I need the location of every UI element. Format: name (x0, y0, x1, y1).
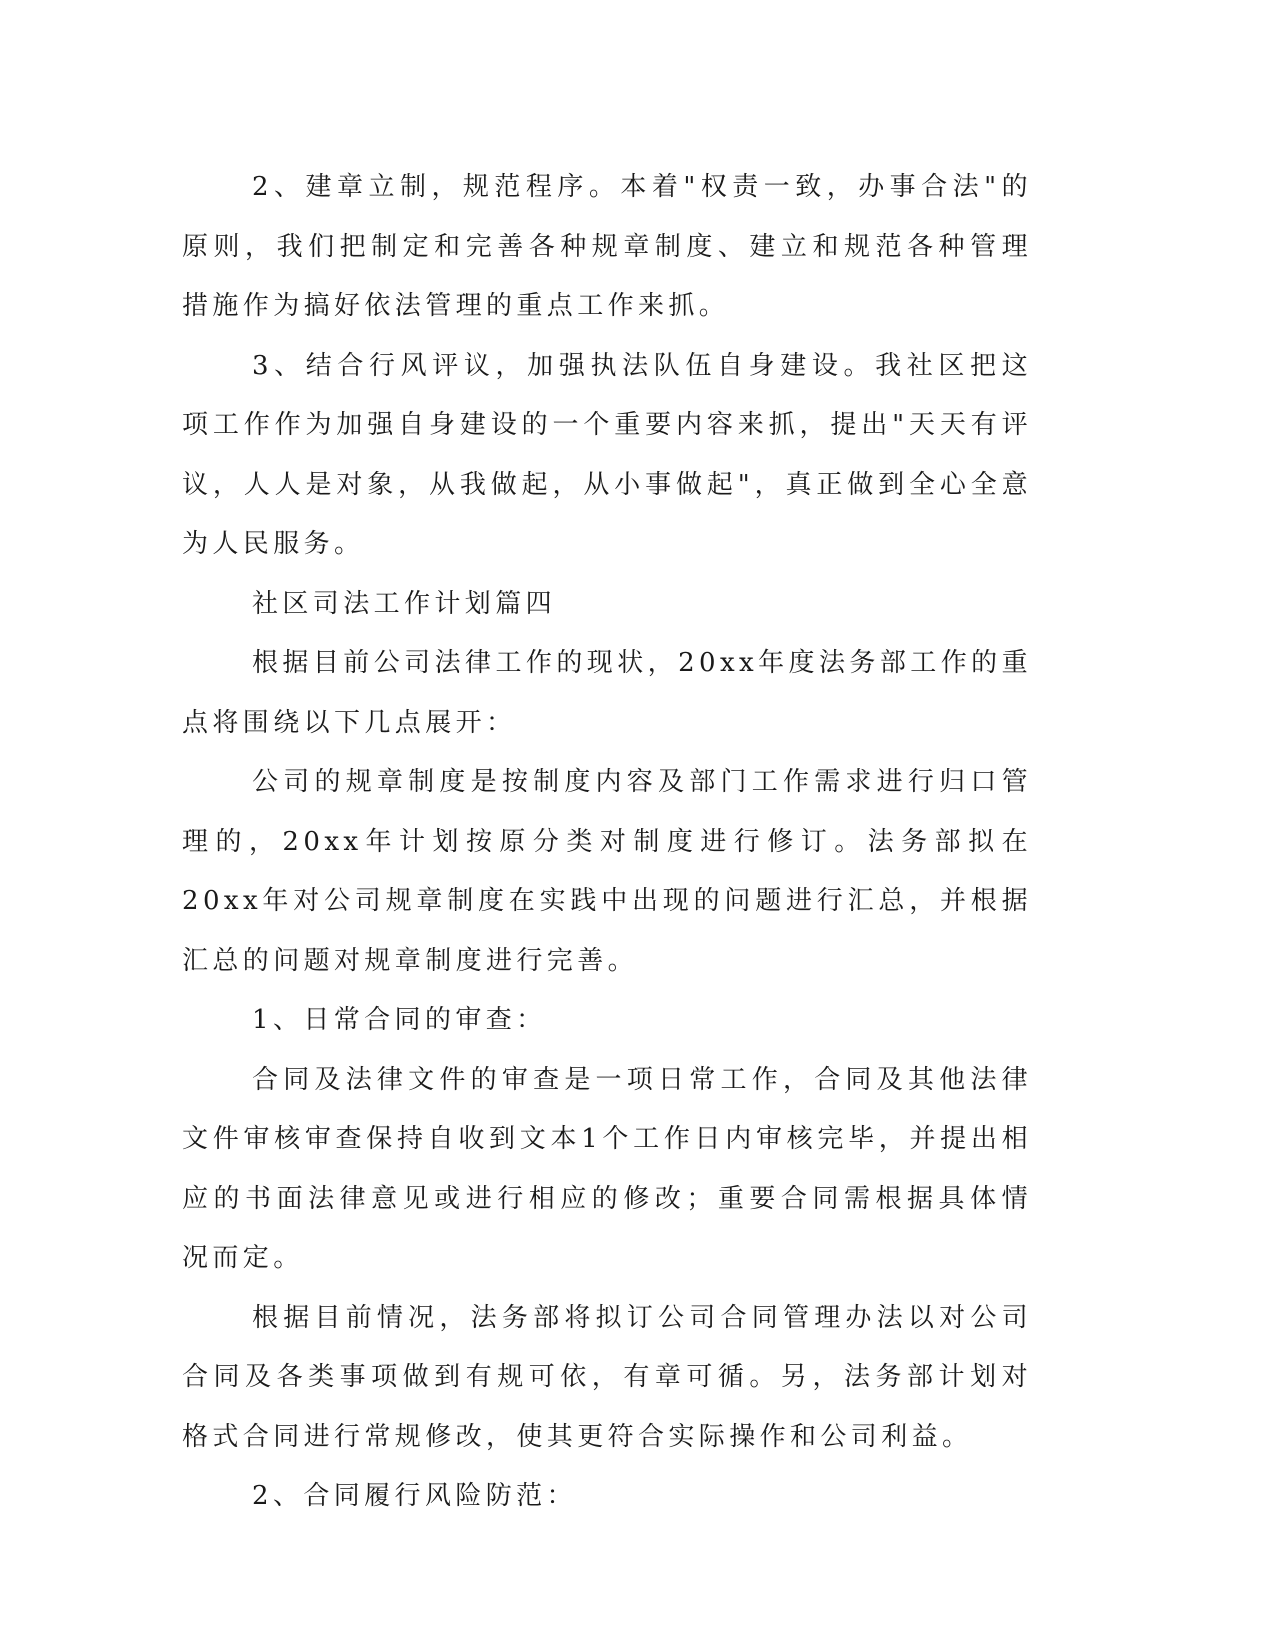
item-daily-contract-review: 1、日常合同的审查： (252, 1005, 547, 1035)
paragraph-rules-procedures: 2、建章立制，规范程序。本着"权责一致，办事合法"的原则，我们把制定和完善各种规章制度、建立和规范各种管理措施作为搞好依法管理的重点工作来抓。 (182, 172, 1032, 321)
paragraph-legal-work-status: 根据目前公司法律工作的现状，20xx年度法务部工作的重点将围绕以下几点展开： (182, 648, 1032, 738)
item-contract-risk-prevention: 2、合同履行风险防范： (252, 1481, 577, 1511)
document-body (182, 158, 1032, 1527)
paragraph-contract-review-process: 合同及法律文件的审查是一项日常工作，合同及其他法律文件审核审查保持自收到文本1个工作日内审核完毕，并提出相应的书面法律意见或进行相应的修改；重要合同需根据具体情况而定。 (182, 1064, 1032, 1273)
paragraph-company-regulations: 公司的规章制度是按制度内容及部门工作需求进行归口管理的，20xx年计划按原分类对制度进行修订。法务部拟在20xx年对公司规章制度在实践中出现的问题进行汇总，并根据汇总的问题对规章制度进行完善。 (182, 767, 1032, 976)
section-heading: 社区司法工作计划篇四 (252, 588, 557, 619)
paragraph-industry-review: 3、结合行风评议，加强执法队伍自身建设。我社区把这项工作作为加强自身建设的一个重要内容来抓，提出"天天有评议，人人是对象，从我做起，从小事做起"，真正做到全心全意为人民服务。 (182, 350, 1032, 559)
paragraph-contract-management-plan: 根据目前情况，法务部将拟订公司合同管理办法以对公司合同及各类事项做到有规可依，有章可循。另，法务部计划对格式合同进行常规修改，使其更符合实际操作和公司利益。 (182, 1302, 1032, 1452)
